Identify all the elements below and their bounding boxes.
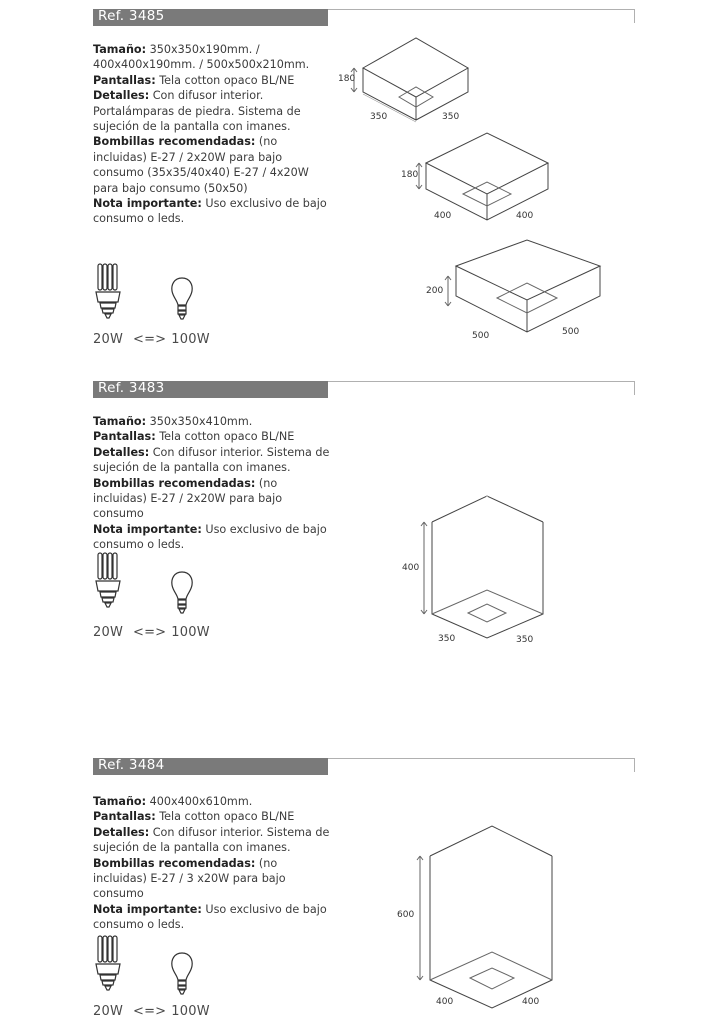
- spec-bulbs: Bombillas recomendadas: (no incluidas) E-27 / 3 x20W para bajo consumo: [93, 856, 286, 901]
- incandescent-bulb-icon: [170, 276, 194, 322]
- header-rule-end: [634, 381, 635, 395]
- width-label-left: 350: [370, 112, 388, 122]
- width-label-left: 500: [472, 331, 490, 341]
- dimension-diagram-tall-400: [392, 820, 562, 1016]
- header-rule: [328, 758, 634, 759]
- ref-header-3483: [93, 381, 328, 398]
- spec-size: Tamaño: 350x350x410mm.: [93, 415, 253, 428]
- header-rule: [328, 9, 634, 10]
- header-rule: [328, 381, 634, 382]
- width-label-left: 400: [434, 211, 452, 221]
- spec-details: Detalles: Con difusor interior. Portalámparas de piedra. Sistema de sujeción de la pantalla con imanes.: [93, 89, 301, 134]
- width-label-right: 400: [516, 211, 534, 221]
- width-label-right: 350: [442, 112, 460, 122]
- dimension-diagram-tall-350: [398, 490, 558, 650]
- spec-size: Tamaño: 400x400x610mm.: [93, 795, 253, 808]
- ref-header-3484: [93, 758, 328, 775]
- header-rule-end: [634, 9, 635, 23]
- width-label-right: 500: [562, 327, 580, 337]
- spec-shades: Pantallas: Tela cotton opaco BL/NE: [93, 73, 295, 87]
- wattage-equivalence: 20W <=> 100W: [93, 625, 210, 640]
- spec-bulbs: Bombillas recomendadas: (no incluidas) E-27 / 2x20W para bajo consumo (35x35/40x40) E-27 / 4x20W para bajo consumo (50x50): [93, 135, 309, 195]
- width-label-right: 400: [522, 997, 540, 1007]
- height-label: 400: [402, 563, 420, 573]
- incandescent-bulb-icon: [170, 570, 194, 616]
- spec-details: Detalles: Con difusor interior. Sistema de sujeción de la pantalla con imanes.: [93, 825, 330, 855]
- cfl-bulb-icon: [93, 934, 123, 992]
- width-label-left: 350: [438, 634, 456, 644]
- incandescent-bulb-icon: [170, 951, 194, 997]
- dimension-diagram-350: [330, 30, 480, 125]
- ref-title: Ref. 3484: [98, 757, 165, 773]
- wattage-equivalence: 20W <=> 100W: [93, 332, 210, 347]
- height-label: 180: [338, 74, 356, 84]
- cfl-bulb-icon: [93, 262, 123, 320]
- header-rule-end: [634, 758, 635, 772]
- specs-block-3484: [93, 794, 333, 933]
- spec-shades: Pantallas: Tela cotton opaco BL/NE: [93, 810, 295, 824]
- dimension-diagram-400: [398, 128, 563, 228]
- cfl-bulb-icon: [93, 551, 123, 609]
- height-label: 200: [426, 286, 444, 296]
- spec-note: Nota importante: Uso exclusivo de bajo consumo o leds.: [93, 902, 327, 932]
- spec-bulbs: Bombillas recomendadas: (no incluidas) E-27 / 2x20W para bajo consumo: [93, 476, 283, 521]
- width-label-left: 400: [436, 997, 454, 1007]
- spec-details: Detalles: Con difusor interior. Sistema de sujeción de la pantalla con imanes.: [93, 445, 330, 475]
- ref-title: Ref. 3485: [98, 8, 165, 24]
- spec-size: Tamaño: 350x350x190mm. / 400x400x190mm. / 500x500x210mm.: [93, 43, 310, 72]
- width-label-right: 350: [516, 635, 534, 645]
- height-label: 180: [401, 170, 419, 180]
- ref-header-3485: [93, 9, 328, 26]
- specs-block-3485: [93, 42, 333, 227]
- height-label: 600: [397, 910, 415, 920]
- ref-title: Ref. 3483: [98, 380, 165, 396]
- spec-note: Nota importante: Uso exclusivo de bajo consumo o leds.: [93, 197, 327, 226]
- wattage-equivalence: 20W <=> 100W: [93, 1004, 210, 1019]
- spec-shades: Pantallas: Tela cotton opaco BL/NE: [93, 430, 295, 444]
- spec-note: Nota importante: Uso exclusivo de bajo consumo o leds.: [93, 522, 327, 552]
- specs-block-3483: [93, 414, 333, 553]
- dimension-diagram-500: [420, 236, 615, 346]
